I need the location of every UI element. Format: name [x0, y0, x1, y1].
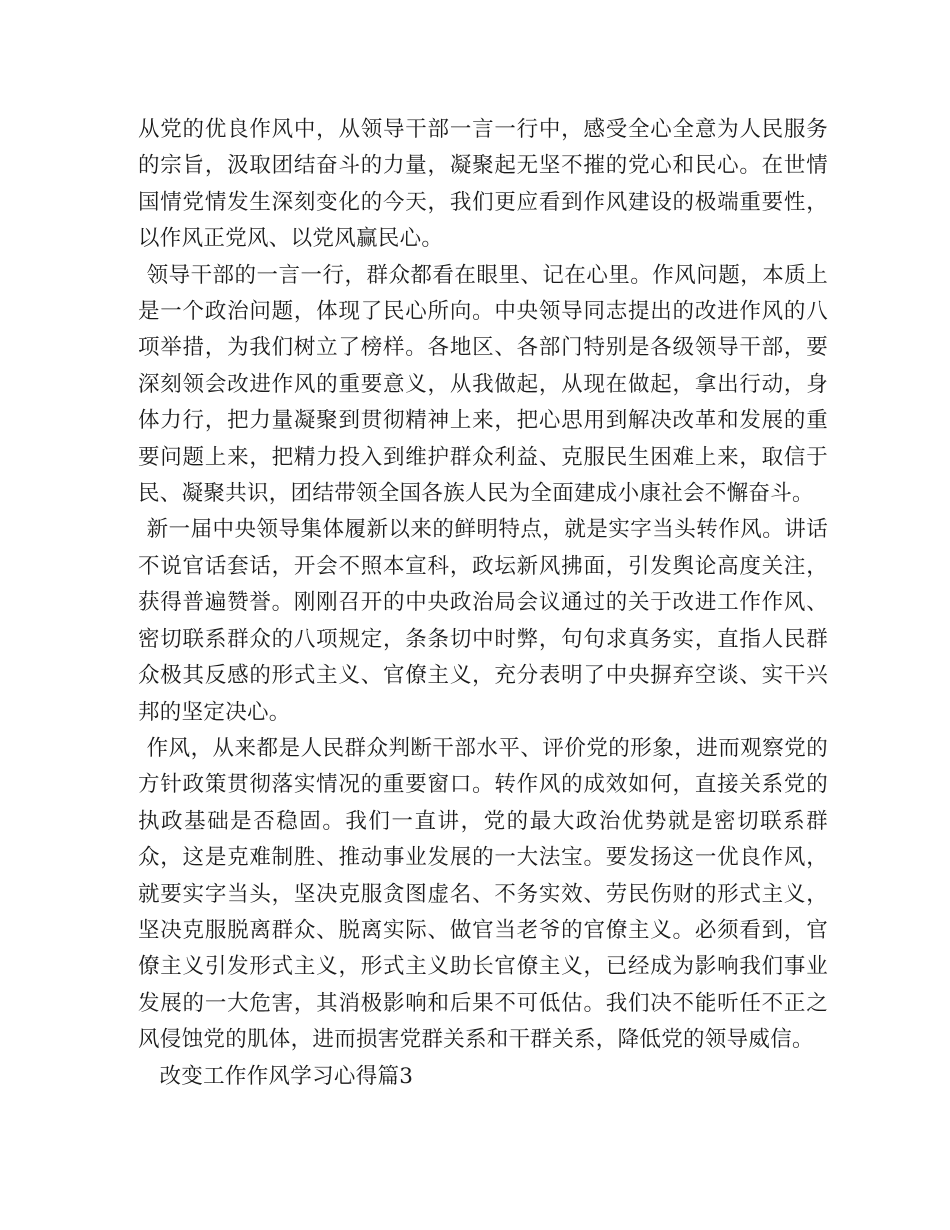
paragraph-2: 领导干部的一言一行，群众都看在眼里、记在心里。作风问题，本质上是一个政治问题，体现了民心所向。中央领导同志提出的改进作风的八项举措，为我们树立了榜样。各地区、各部门特别是各级领导干部，要深刻领会改进作风的重要意义，从我做起，从现在做起，拿出行动，身体力行，把力量凝聚到贯彻精神上来，把心思用到解决改革和发展的重要问题上来，把精力投入到维护群众利益、克服民生困难上来，取信于民、凝聚共识，团结带领全国各族人民为全面建成小康社会不懈奋斗。 [138, 262, 828, 507]
paragraph-3: 新一届中央领导集体履新以来的鲜明特点，就是实字当头转作风。讲话不说官话套话，开会不照本宣科，政坛新风拂面，引发舆论高度关注，获得普遍赞誉。刚刚召开的中央政治局会议通过的关于改进工作作风、密切联系群众的八项规定，条条切中时弊，句句求真务实，直指人民群众极其反感的形式主义、官僚主义，充分表明了中央摒弃空谈、实干兴邦的坚定决心。 [138, 517, 828, 725]
paragraph-1: 从党的优良作风中，从领导干部一言一行中，感受全心全意为人民服务的宗旨，汲取团结奋斗的力量，凝聚起无坚不摧的党心和民心。在世情国情党情发生深刻变化的今天，我们更应看到作风建设的极端重要性，以作风正党风、以党风赢民心。 [138, 117, 828, 252]
section-heading: 改变工作作风学习心得篇3 [159, 1063, 414, 1089]
document-body [138, 112, 828, 1095]
paragraph-4: 作风，从来都是人民群众判断干部水平、评价党的形象，进而观察党的方针政策贯彻落实情况的重要窗口。转作风的成效如何，直接关系党的执政基础是否稳固。我们一直讲，党的最大政治优势就是密切联系群众，这是克难制胜、推动事业发展的一大法宝。要发扬这一优良作风，就要实字当头，坚决克服贪图虚名、不务实效、劳民伤财的形式主义，坚决克服脱离群众、脱离实际、做官当老爷的官僚主义。必须看到，官僚主义引发形式主义，形式主义助长官僚主义，已经成为影响我们事业发展的一大危害，其消极影响和后果不可低估。我们决不能听任不正之风侵蚀党的肌体，进而损害党群关系和干群关系，降低党的领导威信。 [138, 735, 828, 1053]
